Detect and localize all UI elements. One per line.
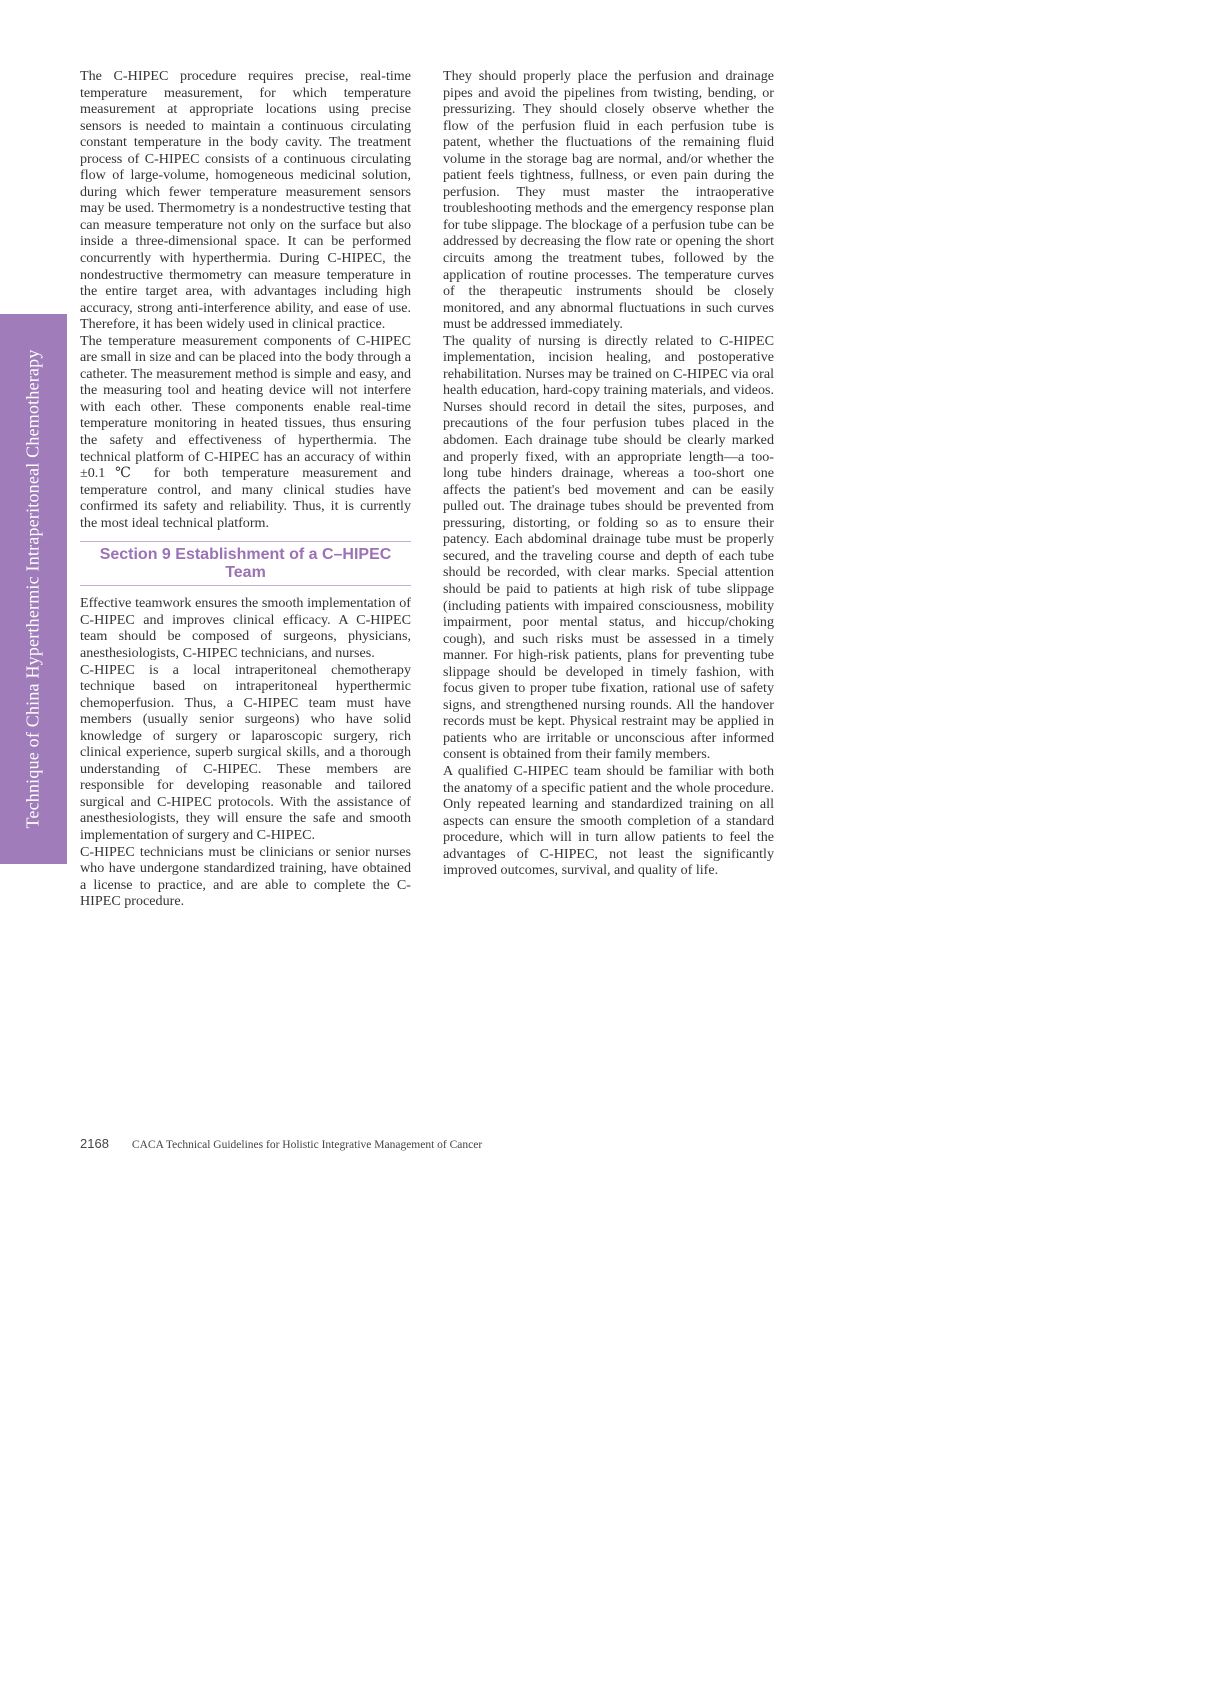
body-paragraph: They should properly place the perfusion and drainage pipes and avoid the pipelines from twisting, bending, or pressurizing. They should closely observe whether the flow of the perfusion fluid in each perfusion tube is patent, whether the fluctuations of the remaining fluid volume in the storage bag are normal, and/or whether the patient feels tightness, fullness, or even pain during the perfusion. They must master the intraoperative troubleshooting methods and the emergency response plan for tube slippage. The blockage of a perfusion tube can be addressed by decreasing the flow rate or opening the short circuits among the treatment tubes, followed by the application of routine processes. The temperature curves of the therapeutic instruments should be closely monitored, and any abnormal fluctuations in such curves must be addressed immediately. [443, 68, 774, 333]
page-footer [80, 1136, 482, 1152]
body-paragraph: The quality of nursing is directly related to C-HIPEC implementation, incision healing, and postoperative rehabilitation. Nurses may be trained on C-HIPEC via oral health education, hard-copy training materials, and videos. Nurses should record in detail the sites, purposes, and precautions of the four perfusion tubes placed in the abdomen. Each drainage tube should be clearly marked and properly fixed, with an appropriate length—a too-long tube hinders drainage, whereas a too-short one affects the patient's bed movement and can be easily pulled out. The drainage tubes should be prevented from pressuring, distorting, or folding so as to ensure their patency. Each abdominal drainage tube must be properly secured, and the traveling course and depth of each tube should be recorded, with clear marks. Special attention should be paid to patients at high risk of tube slippage (including patients with impaired consciousness, mobility impairment, poor mental status, and hiccup/choking cough), and such risks must be assessed in a timely manner. For high-risk patients, plans for preventing tube slippage should be developed in timely fashion, with focus given to proper tube fixation, rational use of safety signs, and strengthened nursing rounds. All the handover records must be kept. Physical restraint may be applied in patients who are irritable or unconscious after informed consent is obtained from their family members. [443, 332, 774, 763]
running-title: CACA Technical Guidelines for Holistic Integrative Management of Cancer [131, 1139, 483, 1151]
body-paragraph: The temperature measurement components of C-HIPEC are small in size and can be placed into the body through a catheter. The measurement method is simple and easy, and the measuring tool and heating device will not interfere with each other. These components enable real-time temperature monitoring in heated tissues, thus ensuring the safety and effectiveness of hyperthermia. The technical platform of C-HIPEC has an accuracy of within ±0.1℃ for both temperature measurement and temperature control, and many clinical studies have confirmed its safety and reliability. Thus, it is currently the most ideal technical platform. [80, 332, 411, 531]
body-paragraph: The C-HIPEC procedure requires precise, real-time temperature measurement, for which temperature measurement at appropriate locations using precise sensors is needed to maintain a continuous circulating constant temperature in the body cavity. The treatment process of C-HIPEC consists of a continuous circulating flow of large-volume, homogeneous medicinal solution, during which fewer temperature measurement sensors may be used. Thermometry is a nondestructive testing that can measure temperature not only on the surface but also inside a three-dimensional space. It can be performed concurrently with hyperthermia. During C-HIPEC, the nondestructive thermometry can measure temperature in the entire target area, with advantages including high accuracy, strong anti-interference ability, and ease of use. Therefore, it has been widely used in clinical practice. [80, 68, 411, 333]
body-paragraph: C-HIPEC is a local intraperitoneal chemotherapy technique based on intraperitoneal hyperthermic chemoperfusion. Thus, a C-HIPEC team must have members (usually senior surgeons) who have solid knowledge of surgery or laparoscopic surgery, rich clinical experience, superb surgical skills, and a thorough understanding of C-HIPEC. These members are responsible for developing reasonable and tailored surgical and C-HIPEC protocols. With the assistance of anesthesiologists, they will ensure the safe and smooth implementation of surgery and C-HIPEC. [80, 661, 411, 843]
side-tab-title: Technique of China Hyperthermic Intraperitoneal Chemotherapy [22, 349, 43, 829]
body-paragraph: Effective teamwork ensures the smooth implementation of C-HIPEC and improves clinical efficacy. A C-HIPEC team should be composed of surgeons, physicians, anesthesiologists, C-HIPEC technicians, and nurses. [80, 595, 411, 661]
body-paragraph: A qualified C-HIPEC team should be familiar with both the anatomy of a specific patient and the whole procedure. Only repeated learning and standardized training on all aspects can ensure the smooth completion of a standard procedure, which will in turn allow patients to feel the advantages of C-HIPEC, not least the significantly improved outcomes, survival, and quality of life. [443, 762, 774, 879]
body-paragraph: C-HIPEC technicians must be clinicians or senior nurses who have undergone standardized training, have obtained a license to practice, and are able to complete the C-HIPEC procedure. [80, 843, 411, 910]
right-column [443, 68, 774, 879]
side-tab [0, 314, 67, 864]
left-column [80, 68, 411, 910]
page-number: 2168 [80, 1136, 109, 1151]
section-heading: Section 9 Establishment of a C–HIPEC Team [80, 541, 411, 586]
